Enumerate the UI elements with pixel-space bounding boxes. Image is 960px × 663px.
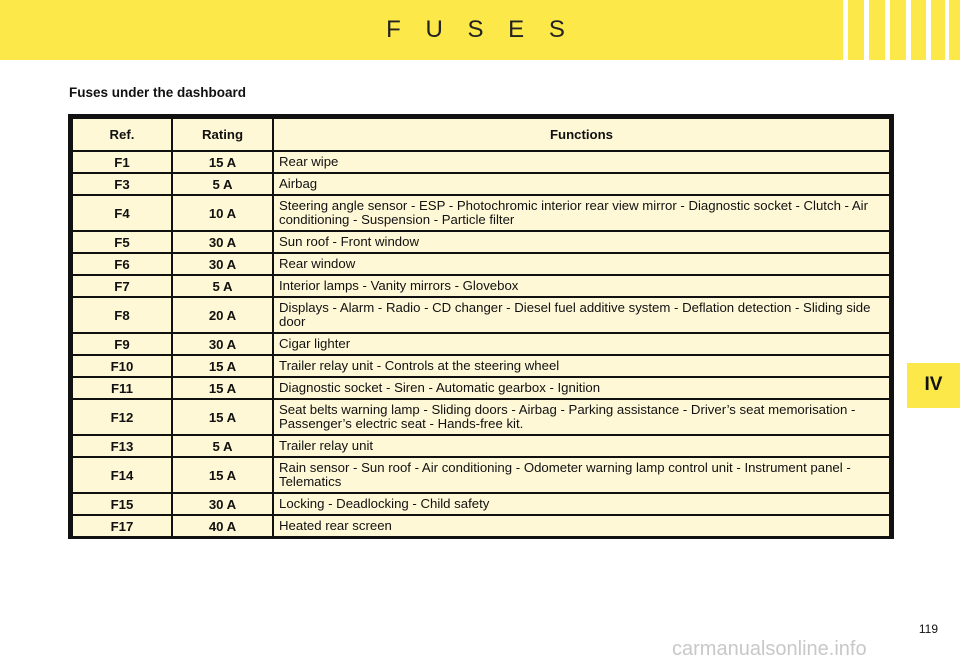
fuse-functions: Seat belts warning lamp - Sliding doors - Airbag - Parking assistance - Driver’s seat memorisation - Passenger’s electric seat - Hands-free kit. — [273, 399, 890, 435]
column-header-rating: Rating — [172, 118, 273, 151]
table-row — [72, 275, 890, 297]
fuse-rating: 30 A — [172, 253, 273, 275]
fuse-rating: 40 A — [172, 515, 273, 537]
fuse-ref: F4 — [72, 195, 172, 231]
table-row — [72, 297, 890, 333]
fuse-functions: Heated rear screen — [273, 515, 890, 537]
fuse-functions: Diagnostic socket - Siren - Automatic gearbox - Ignition — [273, 377, 890, 399]
fuse-functions: Rear window — [273, 253, 890, 275]
table-row — [72, 195, 890, 231]
table-row — [72, 435, 890, 457]
fuse-ref: F13 — [72, 435, 172, 457]
fuse-ref: F1 — [72, 151, 172, 173]
table-row — [72, 377, 890, 399]
fuse-rating: 30 A — [172, 231, 273, 253]
fuse-functions: Cigar lighter — [273, 333, 890, 355]
fuse-functions: Rain sensor - Sun roof - Air conditioning - Odometer warning lamp control unit - Instrument panel - Telematics — [273, 457, 890, 493]
fuse-ref: F9 — [72, 333, 172, 355]
fuse-ref: F8 — [72, 297, 172, 333]
fuse-functions: Sun roof - Front window — [273, 231, 890, 253]
fuse-ref: F14 — [72, 457, 172, 493]
fuse-rating: 10 A — [172, 195, 273, 231]
watermark-text: carmanualsonline.info — [672, 638, 867, 660]
table-row — [72, 253, 890, 275]
fuse-ref: F5 — [72, 231, 172, 253]
fuse-rating: 15 A — [172, 355, 273, 377]
table-row — [72, 151, 890, 173]
chapter-tab — [907, 363, 960, 408]
page-number: 119 — [918, 622, 938, 636]
fuse-functions: Trailer relay unit - Controls at the steering wheel — [273, 355, 890, 377]
fuse-table — [71, 117, 891, 538]
fuse-rating: 30 A — [172, 333, 273, 355]
fuse-ref: F11 — [72, 377, 172, 399]
table-row — [72, 493, 890, 515]
fuse-rating: 5 A — [172, 435, 273, 457]
table-row — [72, 457, 890, 493]
fuse-ref: F3 — [72, 173, 172, 195]
fuse-rating: 15 A — [172, 457, 273, 493]
fuse-functions: Locking - Deadlocking - Child safety — [273, 493, 890, 515]
column-header-functions: Functions — [273, 118, 890, 151]
fuse-functions: Airbag — [273, 173, 890, 195]
fuse-ref: F12 — [72, 399, 172, 435]
fuse-rating: 20 A — [172, 297, 273, 333]
fuse-table-frame — [68, 114, 894, 539]
table-row — [72, 399, 890, 435]
fuse-functions: Trailer relay unit — [273, 435, 890, 457]
fuse-rating: 15 A — [172, 151, 273, 173]
table-row — [72, 333, 890, 355]
page-title: F U S E S — [386, 16, 574, 43]
fuse-ref: F7 — [72, 275, 172, 297]
fuse-rating: 15 A — [172, 399, 273, 435]
fuse-rating: 30 A — [172, 493, 273, 515]
fuse-functions: Steering angle sensor - ESP - Photochromic interior rear view mirror - Diagnostic socket - Clutch - Air conditioning - Suspension - Particle filter — [273, 195, 890, 231]
column-header-ref: Ref. — [72, 118, 172, 151]
fuse-functions: Rear wipe — [273, 151, 890, 173]
table-row — [72, 515, 890, 537]
fuse-ref: F10 — [72, 355, 172, 377]
table-header-row — [72, 118, 890, 151]
fuse-functions: Interior lamps - Vanity mirrors - Glovebox — [273, 275, 890, 297]
fuse-rating: 5 A — [172, 173, 273, 195]
fuse-rating: 15 A — [172, 377, 273, 399]
fuse-ref: F6 — [72, 253, 172, 275]
table-row — [72, 231, 890, 253]
fuse-ref: F15 — [72, 493, 172, 515]
table-row — [72, 355, 890, 377]
chapter-tab-label: IV — [924, 374, 943, 395]
section-subtitle: Fuses under the dashboard — [69, 85, 247, 100]
table-row — [72, 173, 890, 195]
fuse-functions: Displays - Alarm - Radio - CD changer - Diesel fuel additive system - Deflation detection - Sliding side door — [273, 297, 890, 333]
fuse-rating: 5 A — [172, 275, 273, 297]
fuse-ref: F17 — [72, 515, 172, 537]
